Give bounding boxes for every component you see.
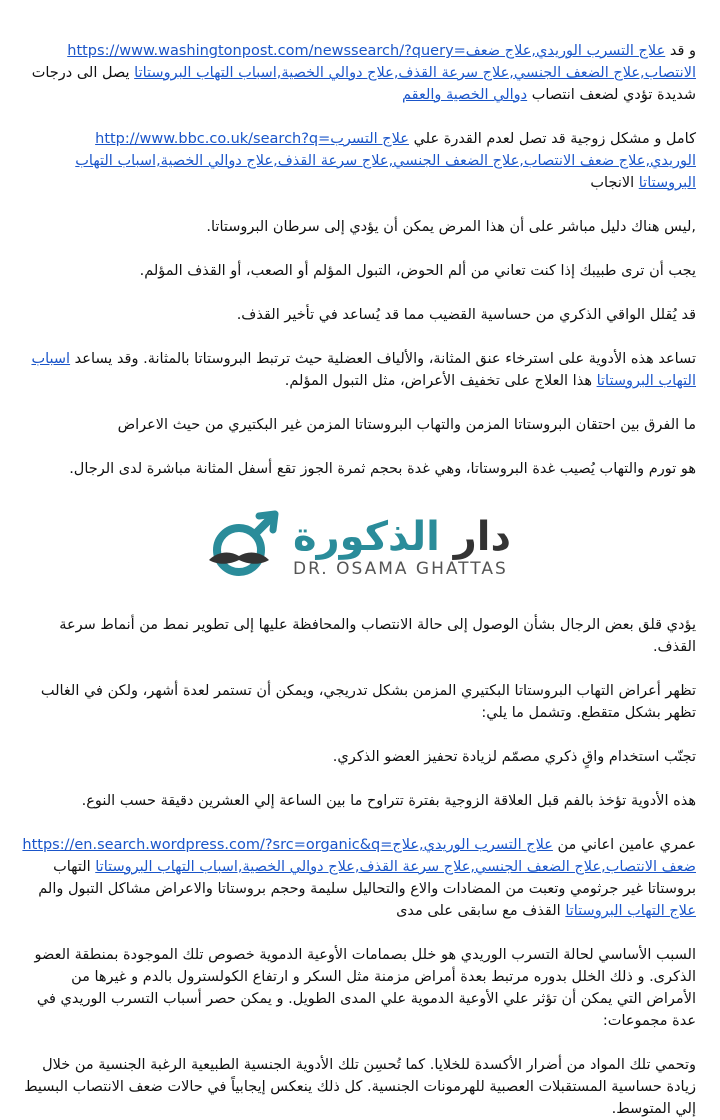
varicocele-link[interactable]: دوالي الخصية والعقم [401,87,528,103]
paragraph-13-text-a: عمري عامين اعاني من [552,837,696,853]
paragraph-2-text-a: كامل و مشكل زوجية قد تصل لعدم القدرة علي [408,131,696,147]
paragraph-13 [20,834,696,922]
paragraph-6-text-a: تساعد هذه الأدوية على استرخاء عنق المثانة، والألياف العضلية حيث ترتبط البروستاتا بالمثانة. وقد يساعد [70,351,696,367]
logo-wordmark [293,515,511,579]
paragraph-10: تظهر أعراض التهاب البروستاتا البكتيري المزمن بشكل تدريجي، ويمكن أن تستمر لعدة أشهر، ولكن في الغالب تظهر بشكل متقطع. وتشمل ما يلي: [40,683,696,721]
logo-english-name: DR. OSAMA GHATTAS [292,559,508,579]
paragraph-1 [20,40,696,106]
paragraph-2 [20,128,696,194]
washingtonpost-search-link[interactable]: https://www.washingtonpost.com/newssearch/?query=علاج التسرب الوريدي,علاج ضعف الانتصاب,علاج الضعف الجنسي,علاج سرعة القذف,علاج دوالي الخصية,اسباب التهاب البروستاتا [67,43,696,81]
paragraph-6-text-b: هذا العلاج على تخفيف الأعراض، مثل التبول المؤلم. [284,373,597,389]
paragraph-4: يجب أن ترى طبيبك إذا كنت تعاني من ألم الحوض، التبول المؤلم أو الصعب، أو القذف المؤلم. [139,263,696,279]
logo-arabic-dark: دار [453,514,512,560]
logo-arabic-accent: الذكورة [292,514,440,560]
bbc-search-link[interactable]: http://www.bbc.co.uk/search?q=علاج التسرب الوريدي,علاج ضعف الانتصاب,علاج الضعف الجنسي,علاج سرعة القذف,علاج دوالي الخصية,اسباب التهاب البروستاتا [75,131,696,191]
logo-arabic-name [293,515,511,559]
paragraph-9: يؤدي قلق بعض الرجال بشأن الوصول إلى حالة الانتصاب والمحافظة عليها إلى تطوير نمط من أنماط سرعة القذف. [59,617,696,655]
prostatitis-treatment-link[interactable]: علاج التهاب البروستاتا [565,903,696,919]
paragraph-15: وتحمي تلك المواد من أضرار الأكسدة للخلايا. كما تُحسِن تلك الأدوية الجنسية الطبيعية الرغبة الجنسية من خلال زيادة حساسية المستقبلات العصبية للهرمونات الجنسية. كل ذلك ينعكس إيجابياً في حالات ضعف الانتصاب البسيط إلي المتوسط. [24,1057,696,1117]
paragraph-5: قد يُقلل الواقي الذكري من حساسية القضيب مما قد يُساعد في تأخير القذف. [236,307,696,323]
paragraph-1-text-a: و قد [665,43,696,59]
male-symbol-mustache-icon [205,510,285,584]
paragraph-12: هذه الأدوية تؤخذ بالفم قبل العلاقة الزوجية بفترة تتراوح ما بين الساعة إلي العشرين دقيقة حسب النوع. [81,793,696,809]
paragraph-3: ,ليس هناك دليل مباشر على أن هذا المرض يمكن أن يؤدي إلى سرطان البروستاتا. [206,219,696,235]
paragraph-2-text-b: الانجاب [590,175,639,191]
paragraph-8: هو تورم والتهاب يُصيب غدة البروستاتا، وهي غدة بحجم ثمرة الجوز تقع أسفل المثانة مباشرة لدى الرجال. [69,461,696,477]
paragraph-7: ما الفرق بين احتقان البروستاتا المزمن والتهاب البروستاتا المزمن غير البكتيري من حيث الاعراض [117,417,696,433]
paragraph-11: تجنّب استخدام واقٍ ذكري مصمّم لزيادة تحفيز العضو الذكري. [332,749,696,765]
wordpress-search-link[interactable]: https://en.search.wordpress.com/?src=organic&q=علاج التسرب الوريدي,علاج ضعف الانتصاب,علاج الضعف الجنسي,علاج سرعة القذف,علاج دوالي الخصية,اسباب التهاب البروستاتا [22,837,696,875]
paragraph-13-text-c: القذف مع سابقى على مدى [396,903,566,919]
paragraph-6 [20,348,696,392]
prostatitis-causes-link[interactable]: اسباب التهاب البروستاتا [31,351,696,389]
paragraph-1-text-b: يصل الى درجات شديدة تؤدي لضعف انتصاب [31,65,696,103]
paragraph-14: السبب الأساسي لحالة التسرب الوريدي هو خلل بصمامات الأوعية الدموية خصوص تلك الموجودة بمنطقة العضو الذكرى. و ذلك الخلل بدوره مرتبط بعدة أمراض مزمنة مثل السكر و ارتفاع الكولسترول بالدم و غيرها من الأمراض التي يمكن أن تؤثر علي الأوعية الدموية علي المدى الطويل. و يمكن حصر أسباب التسرب الوريدي في عدة مجموعات: [34,947,696,1029]
paragraph-13-text-b: التهاب بروستاتا غير جرثومي وتعبت من المضادات والاع والتحاليل سليمة وحجم بروستاتا والاعراض مشاكل التبول والم [38,859,696,897]
brand-logo [20,502,696,592]
